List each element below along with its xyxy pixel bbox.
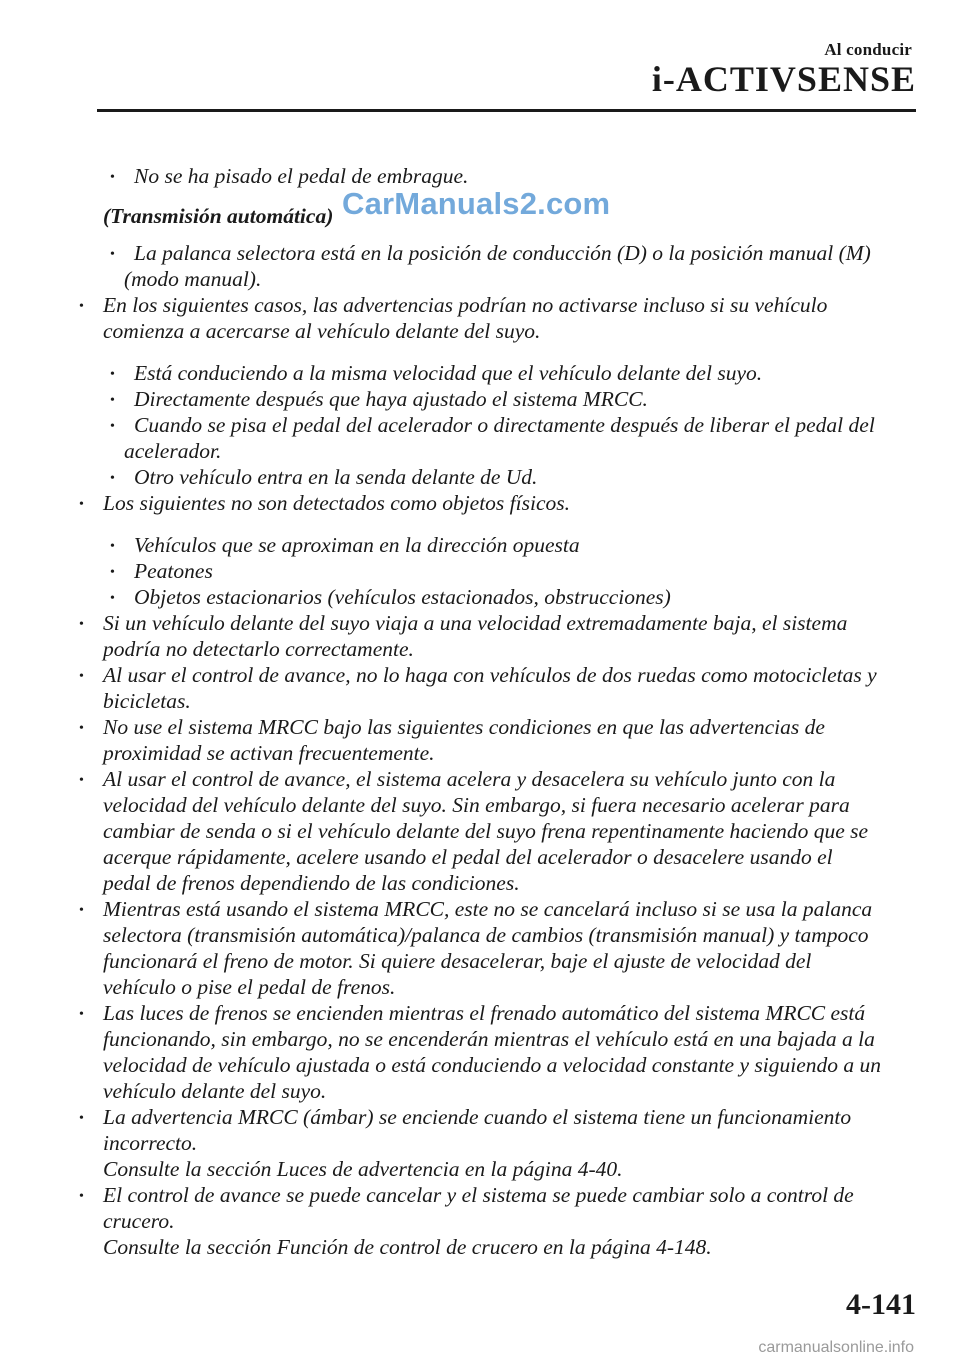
- bullet-item: [79, 610, 847, 638]
- bullet-item: [79, 714, 825, 742]
- bullet-icon: •: [79, 721, 84, 736]
- sub-bullet-item: [110, 412, 875, 440]
- text-line: Consulte la sección Función de control de crucero en la página 4-148.: [103, 1235, 712, 1259]
- text-line: Directamente después que haya ajustado el sistema MRCC.: [134, 387, 648, 411]
- continuation-line: [103, 948, 811, 974]
- bullet-icon: •: [110, 539, 115, 554]
- bullet-icon: •: [79, 773, 84, 788]
- sub-bullet-item: [110, 386, 648, 414]
- continuation-line: [103, 318, 540, 344]
- text-line: incorrecto.: [103, 1131, 198, 1155]
- text-line: Vehículos que se aproximan en la dirección opuesta: [134, 533, 580, 557]
- bullet-icon: •: [110, 565, 115, 580]
- bullet-item: [79, 1104, 851, 1132]
- bullet-item: [79, 490, 570, 518]
- bullet-icon: •: [79, 1007, 84, 1022]
- text-line: funcionando, sin embargo, no se encenderán mientras el vehículo está en una bajada a la: [103, 1027, 875, 1051]
- text-line: Cuando se pisa el pedal del acelerador o directamente después de liberar el pedal del: [134, 413, 875, 437]
- text-line: El control de avance se puede cancelar y el sistema se puede cambiar solo a control de: [103, 1183, 854, 1207]
- subheading: [103, 203, 333, 229]
- sub-bullet-item: [110, 240, 871, 268]
- continuation-line: [103, 636, 414, 662]
- continuation-line: [124, 266, 261, 292]
- continuation-line: [103, 922, 869, 948]
- text-line: acerque rápidamente, acelere usando el pedal del acelerador o desacelere usando el: [103, 845, 833, 869]
- text-line: bicicletas.: [103, 689, 191, 713]
- text-line: (modo manual).: [124, 267, 262, 291]
- text-line: Las luces de frenos se encienden mientras el frenado automático del sistema MRCC está: [103, 1001, 866, 1025]
- cross-reference: [103, 1234, 712, 1260]
- footer-watermark: carmanualsonline.info: [758, 1339, 914, 1356]
- continuation-line: [103, 1078, 326, 1104]
- text-line: crucero.: [103, 1209, 175, 1233]
- bullet-icon: •: [79, 903, 84, 918]
- watermark: CarManuals2.com: [342, 186, 611, 221]
- page-number: 4-141: [846, 1288, 916, 1321]
- text-line: vehículo o pise el pedal de frenos.: [103, 975, 396, 999]
- text-line: comienza a acercarse al vehículo delante del suyo.: [103, 319, 541, 343]
- bullet-item: [79, 896, 872, 924]
- text-line: Al usar el control de avance, el sistema acelera y desacelera su vehículo junto con la: [103, 767, 836, 791]
- section-label: Al conducir: [824, 40, 912, 59]
- text-line: No se ha pisado el pedal de embrague.: [134, 164, 469, 188]
- text-line: La advertencia MRCC (ámbar) se enciende cuando el sistema tiene un funcionamiento: [103, 1105, 852, 1129]
- continuation-line: [103, 818, 868, 844]
- bullet-icon: •: [79, 669, 84, 684]
- bullet-icon: •: [79, 1111, 84, 1126]
- text-line: cambiar de senda o si el vehículo delante del suyo frena repentinamente haciendo que se: [103, 819, 869, 843]
- sub-bullet-item: [110, 532, 580, 560]
- bullet-item: [79, 1182, 854, 1210]
- text-line: Consulte la sección Luces de advertencia en la página 4-40.: [103, 1157, 623, 1181]
- bullet-icon: •: [79, 497, 84, 512]
- text-line: velocidad del vehículo delante del suyo. Sin embargo, si fuera necesario acelerar para: [103, 793, 850, 817]
- text-line: Si un vehículo delante del suyo viaja a una velocidad extremadamente baja, el sistema: [103, 611, 848, 635]
- bullet-icon: •: [110, 419, 115, 434]
- text-line: pedal de frenos dependiendo de las condiciones.: [103, 871, 520, 895]
- sub-bullet-item: [110, 584, 671, 612]
- bullet-icon: •: [110, 170, 115, 185]
- text-line: vehículo delante del suyo.: [103, 1079, 327, 1103]
- text-line: Al usar el control de avance, no lo haga con vehículos de dos ruedas como motocicletas y: [103, 663, 877, 687]
- continuation-line: [103, 844, 833, 870]
- text-line: velocidad de vehículo ajustada o está conduciendo a velocidad constante y siguiendo a un: [103, 1053, 881, 1077]
- bullet-item: [79, 1000, 865, 1028]
- bullet-icon: •: [110, 471, 115, 486]
- continuation-line: [103, 1026, 875, 1052]
- text-line: selectora (transmisión automática)/palanca de cambios (transmisión manual) y tampoco: [103, 923, 869, 947]
- cross-reference: [103, 1156, 622, 1182]
- continuation-line: [103, 688, 191, 714]
- text-line: funcionará el freno de motor. Si quiere desacelerar, baje el ajuste de velocidad del: [103, 949, 812, 973]
- continuation-line: [103, 1130, 197, 1156]
- text-line: Otro vehículo entra en la senda delante de Ud.: [134, 465, 538, 489]
- sub-bullet-item: [110, 464, 537, 492]
- text-line: Objetos estacionarios (vehículos estacionados, obstrucciones): [134, 585, 671, 609]
- continuation-line: [103, 974, 395, 1000]
- text-line: Los siguientes no son detectados como objetos físicos.: [103, 491, 570, 515]
- bullet-icon: •: [110, 367, 115, 382]
- text-line: (Transmisión automática): [103, 204, 334, 228]
- continuation-line: [124, 438, 221, 464]
- continuation-line: [103, 870, 520, 896]
- continuation-line: [103, 1208, 174, 1234]
- continuation-line: [103, 792, 850, 818]
- bullet-item: [79, 662, 877, 690]
- continuation-line: [103, 740, 435, 766]
- bullet-item: [79, 766, 835, 794]
- bullet-icon: •: [79, 617, 84, 632]
- sub-bullet-item: [110, 360, 762, 388]
- text-line: podría no detectarlo correctamente.: [103, 637, 414, 661]
- page-title: i-ACTIVSENSE: [651, 59, 916, 99]
- sub-bullet-item: [110, 558, 213, 586]
- bullet-item: [79, 292, 827, 320]
- text-line: En los siguientes casos, las advertencias podrían no activarse incluso si su vehículo: [103, 293, 828, 317]
- text-line: Peatones: [134, 559, 213, 583]
- text-line: Está conduciendo a la misma velocidad que el vehículo delante del suyo.: [134, 361, 763, 385]
- text-line: No use el sistema MRCC bajo las siguientes condiciones en que las advertencias de: [103, 715, 825, 739]
- bullet-icon: •: [79, 299, 84, 314]
- text-line: acelerador.: [124, 439, 222, 463]
- text-line: proximidad se activan frecuentemente.: [103, 741, 435, 765]
- header-rule: [97, 109, 916, 112]
- bullet-icon: •: [110, 247, 115, 262]
- continuation-line: [103, 1052, 881, 1078]
- bullet-icon: •: [110, 393, 115, 408]
- text-line: Mientras está usando el sistema MRCC, este no se cancelará incluso si se usa la palanca: [103, 897, 873, 921]
- bullet-icon: •: [110, 591, 115, 606]
- text-line: La palanca selectora está en la posición de conducción (D) o la posición manual (M): [134, 241, 871, 265]
- bullet-icon: •: [79, 1189, 84, 1204]
